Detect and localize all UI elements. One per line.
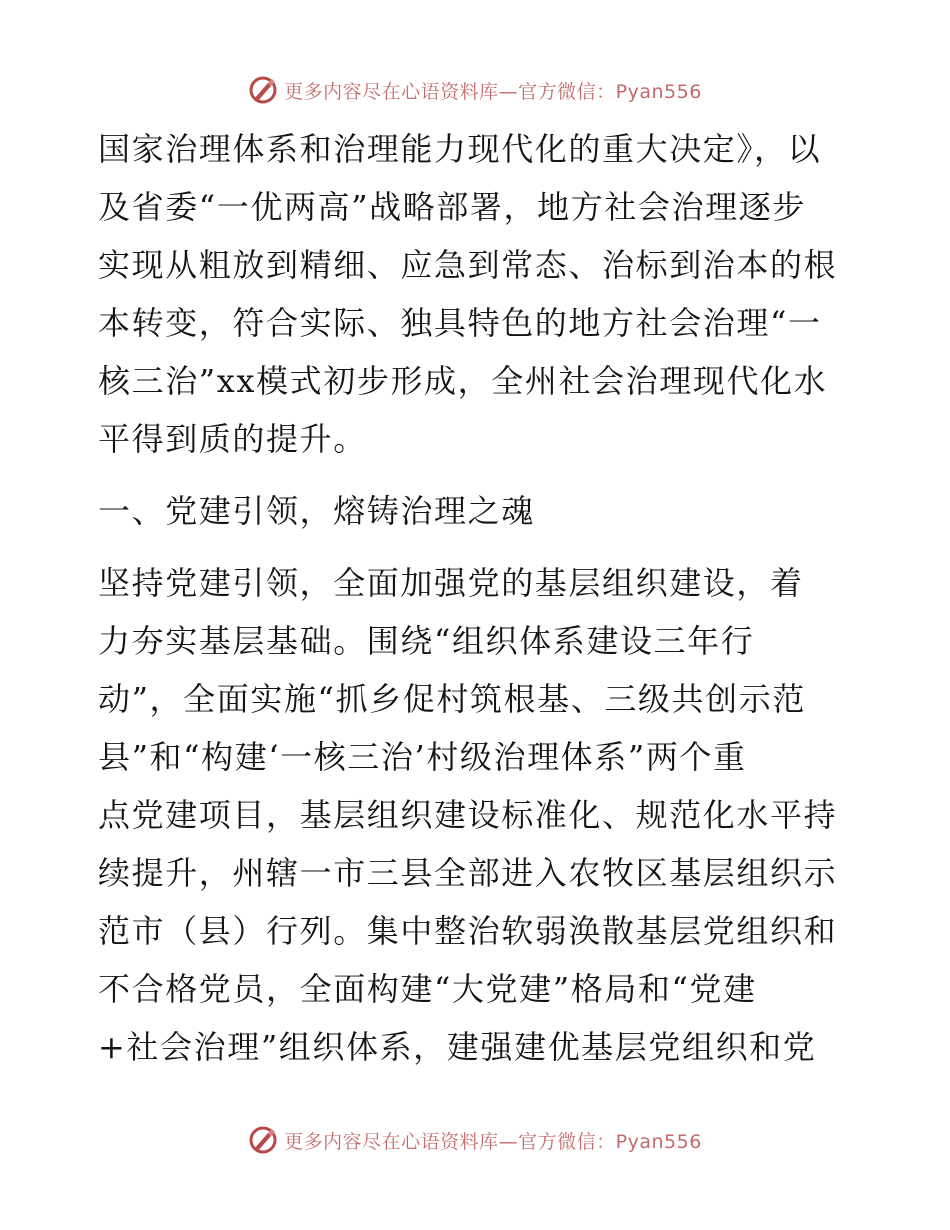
- header-watermark: [0, 72, 950, 108]
- text-line: 动”，全面实施“抓乡促村筑根基、三级共创示范: [98, 680, 806, 718]
- watermark-label: 更多内容尽在心语资料库—官方微信：: [284, 80, 616, 103]
- pen-logo-icon: [248, 1125, 278, 1155]
- watermark-label: 更多内容尽在心语资料库—官方微信：: [284, 1130, 616, 1153]
- text-line: 不合格党员，全面构建“大党建”格局和“党建: [98, 970, 757, 1008]
- footer-watermark: [0, 1122, 950, 1158]
- text-line: +社会治理”组织体系，建强建优基层党组织和党: [98, 1028, 817, 1066]
- watermark-id: Pyan556: [615, 80, 702, 103]
- watermark-text: [284, 77, 702, 104]
- watermark-text: [284, 1127, 702, 1154]
- text-line: 力夯实基层基础。围绕“组织体系建设三年行: [98, 622, 755, 660]
- text-line: 核三治”xx模式初步形成，全州社会治理现代化水: [98, 362, 828, 400]
- text-line: 坚持党建引领，全面加强党的基层组织建设，着: [98, 564, 804, 602]
- text-line: 平得到质的提升。: [98, 420, 367, 458]
- text-line: 范市（县）行列。集中整治软弱涣散基层党组织和: [98, 912, 838, 950]
- text-line: 点党建项目，基层组织建设标准化、规范化水平持: [98, 796, 838, 834]
- text-line: 续提升，州辖一市三县全部进入农牧区基层组织示: [98, 854, 838, 892]
- document-body: [98, 120, 858, 1076]
- pen-logo-icon: [248, 75, 278, 105]
- text-line: 及省委“一优两高”战略部署，地方社会治理逐步: [98, 188, 806, 226]
- text-line: 县”和“构建‘一核三治’村级治理体系”两个重: [98, 738, 747, 776]
- text-line: 实现从粗放到精细、应急到常态、治标到治本的根: [98, 246, 838, 284]
- text-line: 国家治理体系和治理能力现代化的重大决定》，以: [98, 130, 822, 168]
- text-line: 本转变，符合实际、独具特色的地方社会治理“一: [98, 304, 822, 342]
- watermark-id: Pyan556: [615, 1130, 702, 1153]
- section-heading: 一、党建引领，熔铸治理之魂: [98, 492, 535, 530]
